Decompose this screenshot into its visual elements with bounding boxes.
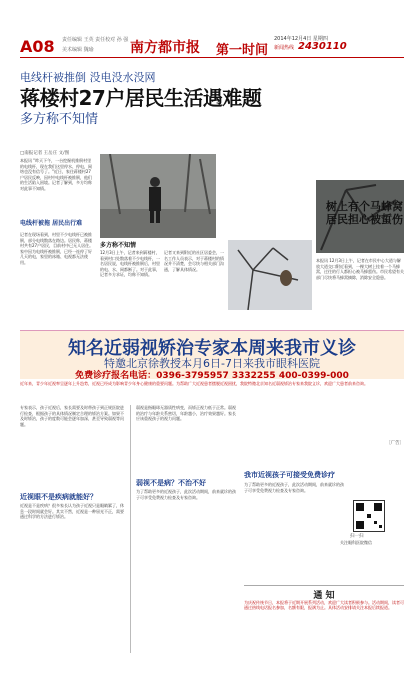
article-col-4: 记者又来到附近的社区居委会，一名工作人员表示，对于蒋楼村的情况并不清楚，会尽快与相关部门沟通，了解具体情况。 [164,250,224,272]
qr-label: 扫一扫 [350,534,364,539]
hotline-number: 2430110 [298,41,347,52]
article-col-2: 记者在现场看到，村里不少电线杆已被推倒，部分电线散落在路边。居民称，蒋楼村共有27户居民，目前村中已无人居住。家中因为电线杆被推倒，已经一连停了好几天的电，家里的冰箱、电视都无法使用。 [20,232,94,265]
advert-label: 〔广告〕 [386,441,404,446]
section-title: 第一时间 [216,43,269,58]
notice-body: 为庆祝传统节日，本报将于近期开展系列活动，欢迎广大读者积极参与。活动期间，读者可通过热线电话报名参加，名额有限，报满为止。具体活动安排请关注本报后续报道。 [244,600,404,611]
lead-subhead: 多方称不知情 [20,112,99,127]
lead-headline: 蒋楼村27户居民生活遇难题 [20,86,262,110]
advert-subhead-1: 近视眼不是疾病就能好？ [20,493,97,501]
advert-col-1: 专家表示，孩子近视后，家长需要及时带孩子到正规医院进行检查，根据孩子的具体情况制定合理的矫治方案。如果不及时矫治，孩子的度数可能会逐年加深，甚至导致弱视等问题。 [20,405,124,427]
issue-date: 2014年12月4日 星期四 [274,36,328,42]
advert-banner [20,330,404,379]
advert-title: 知名近弱视矫治专家本周来我市义诊 [68,338,356,359]
advert-col-4: 为了帮助更多的近视孩子，此次活动期间，前来就诊的孩子可享受免费视力检查及专家咨询。 [136,489,236,500]
sidebar-body: 本报讯 12月3日上午，记者在市民中心大道与解放大道交口附近看到，一棵大树上挂着一个马蜂窝，过往的行人都担心被马蜂蜇伤。市民希望有关部门尽快将马蜂窝摘除，消除安全隐患。 [316,258,404,280]
notice-box [244,585,404,658]
photo-caption-title: 多方称不知情 [100,242,137,249]
advert-subhead-2: 弱视不是病？不治不好 [136,479,206,487]
article-col-1: 本报讯 "昨天下午，一台挖掘机推倒村里的电线杆，现在我们这里停水、停电，网络也没有信号了。"近日，家住蒋楼村27户居民反映，因村中电线杆被推倒，他们的生活陷入困境。记者了解到，多方均称对此事不知情。 [20,158,92,191]
photo-tree-with-nest [228,240,312,310]
photo-man-with-bike [100,154,216,238]
qr-code[interactable] [353,500,385,532]
column-rule [130,405,131,653]
advert-subhead-3: 我市近视孩子可接受免费诊疗 [244,471,335,479]
advert-phone-label: 免费诊疗报名电话： [75,371,157,381]
lead-kicker: 电线杆被推倒 没电没水没网 [20,71,156,84]
masthead-logo: 南方都市报 [130,40,200,56]
hotline-label: 新闻热线 [274,45,295,51]
page-header [20,35,404,58]
advert-col-5: 为了帮助更多的近视孩子，此次活动期间，前来就诊的孩子可享受免费视力检查及专家咨询。 [244,482,344,493]
article-subhead-1: 电线杆被拖 居民出行难 [20,220,83,227]
article-col-3: 12月3日上午，记者来到蒋楼村，看到村口处散落着不少电线杆，一名居民说，电线杆被推倒后，村里的电、水、网都断了。对于此事，记者多方求证，均称不知情。 [100,250,160,278]
byline: □南报记者 王岳庄 文/图 [20,151,70,156]
advert-intro: 近年来，青少年近视率呈逐年上升趋势，近视已经成为影响青少年身心健康的重要问题。为帮助广大近视患者摆脱近视困扰，我院特邀北京知名近弱视矫治专家来我院义诊，欢迎广大患者前来咨询。 [20,381,368,386]
advert-col-2: 近视是不是疾病？很多家长认为孩子近视只是眼睛累了，休息一段时间就会好。其实不然，近视是一种屈光不正，需要通过科学的方法进行矫治。 [20,503,124,520]
advert-phones [20,368,404,381]
advert-subtitle: 特邀北京徐教授本月6日-7日来我市眼科医院 [104,357,320,370]
editor-line-2: 美术编辑 魏瑜 [62,47,94,53]
editor-line: 责任编辑 王英 责任校对 孙 强 [62,37,129,43]
advert-phone-numbers: 0396-3795957 3332255 400-0399-000 [156,371,349,381]
qr-sublabel: 关注眼科医院微信 [340,540,372,545]
notice-title: 通 知 [313,591,335,601]
advert-col-3: 弱视是指眼球无器质性病变，而矫正视力低于正常。弱视的治疗与年龄关系密切，年龄越小，治疗效果越好。家长应该重视孩子的视力问题。 [136,405,236,422]
page-number: A08 [20,37,55,56]
sidebar-title: 树上有个马蜂窝 居民担心被蜇伤 [326,200,403,226]
